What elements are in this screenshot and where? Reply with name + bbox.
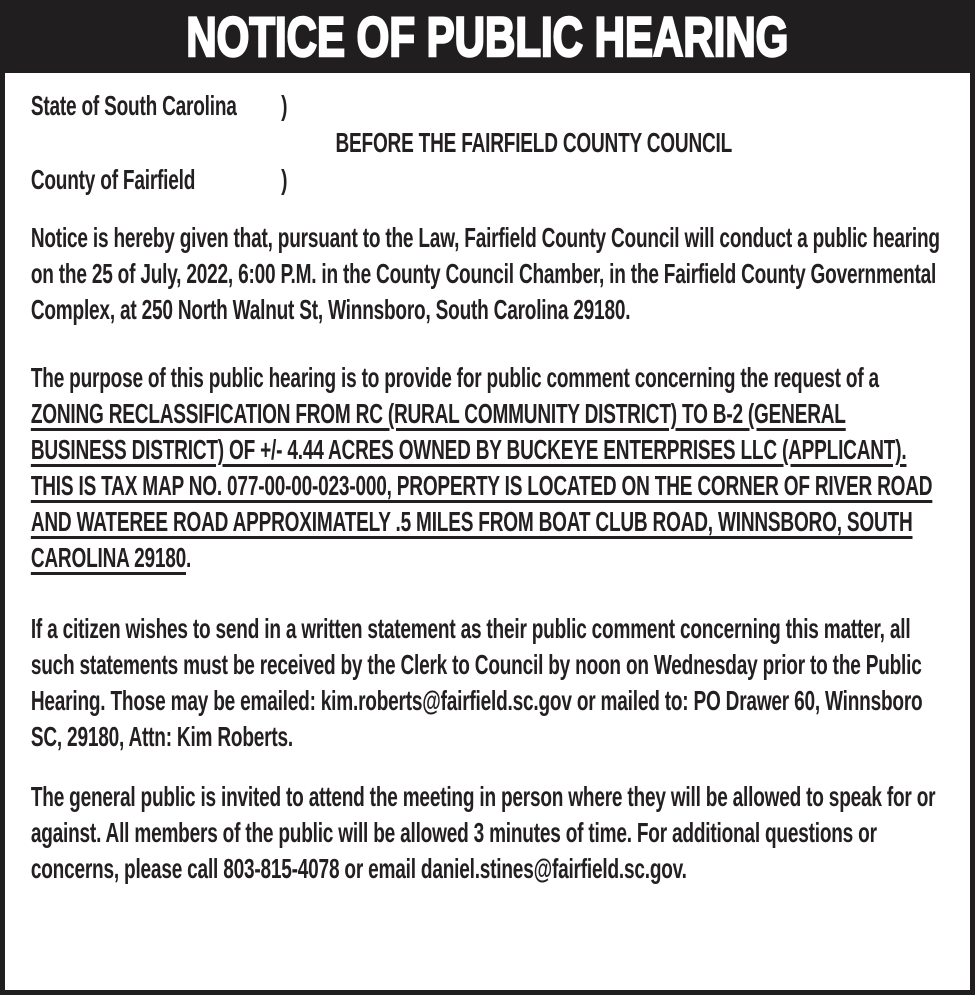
paragraph-attendance <box>31 779 944 887</box>
notice-body-box <box>0 73 975 995</box>
notice-content <box>5 73 970 887</box>
notice-title: NOTICE OF PUBLIC HEARING <box>186 5 789 68</box>
caption-court-line: BEFORE THE FAIRFIELD COUNTY COUNCIL <box>335 127 733 158</box>
paragraph-purpose <box>31 360 944 576</box>
zoning-request-underlined: ZONING RECLASSIFICATION FROM RC (RURAL COMMUNITY DISTRICT) TO B-2 (GENERAL BUSINESS DISTRICT) OF +/- 4.44 ACRES OWNED BY BUCKEYE ENTERPRISES LLC (APPLICANT). THIS IS TAX MAP NO. 077-00-00-023-000, PROPERTY IS LOCATED ON THE CORNER OF RIVER ROAD AND WATEREE ROAD APPROXIMATELY .5 MILES FROM BOAT CLUB ROAD, WINNSBORO, SOUTH CAROLINA 29180 <box>30 398 933 573</box>
contact-email: daniel.stines@fairfield.sc.gov <box>420 853 682 884</box>
paragraph-written-comments <box>31 611 944 755</box>
attendance-text-b: . <box>681 853 687 884</box>
caption-county-row <box>31 161 944 198</box>
caption-state-row <box>31 87 944 124</box>
caption-state-label: State of South Carolina <box>30 90 237 121</box>
paragraph-hearing-details: Notice is hereby given that, pursuant to the Law, Fairfield County Council will conduct a public hearing on the 25 of July, 2022, 6:00 P.M. in the County Council Chamber, in the Fairfield County Governmental Complex, at 250 North Walnut St, Winnsboro, South Carolina 29180. <box>30 222 940 325</box>
purpose-prefix: The purpose of this public hearing is to provide for public comment concerning the request of a <box>30 362 879 393</box>
written-comments-text-b: or mailed to: PO Drawer 60, Winnsboro SC, 29180, Attn: Kim Roberts. <box>30 685 923 752</box>
caption-county-paren: ) <box>281 164 288 195</box>
attendance-text-a: The general public is invited to attend the meeting in person where they will be allowed to speak for or against. All members of the public will be allowed 3 minutes of time. For additional questions or concerns, please call 803-815-4078 or email <box>30 781 936 884</box>
purpose-suffix: . <box>185 542 192 573</box>
notice-banner <box>0 0 975 73</box>
written-comments-text-a: If a citizen wishes to send in a written statement as their public comment concerning this matter, all such statements must be received by the Clerk to Council by noon on Wednesday prior to the Public Hearing. Those may be emailed: <box>30 613 922 716</box>
clerk-email: kim.roberts@fairfield.sc.gov <box>320 685 572 716</box>
caption-county-label: County of Fairfield <box>30 164 196 195</box>
caption-state-paren: ) <box>281 90 288 121</box>
